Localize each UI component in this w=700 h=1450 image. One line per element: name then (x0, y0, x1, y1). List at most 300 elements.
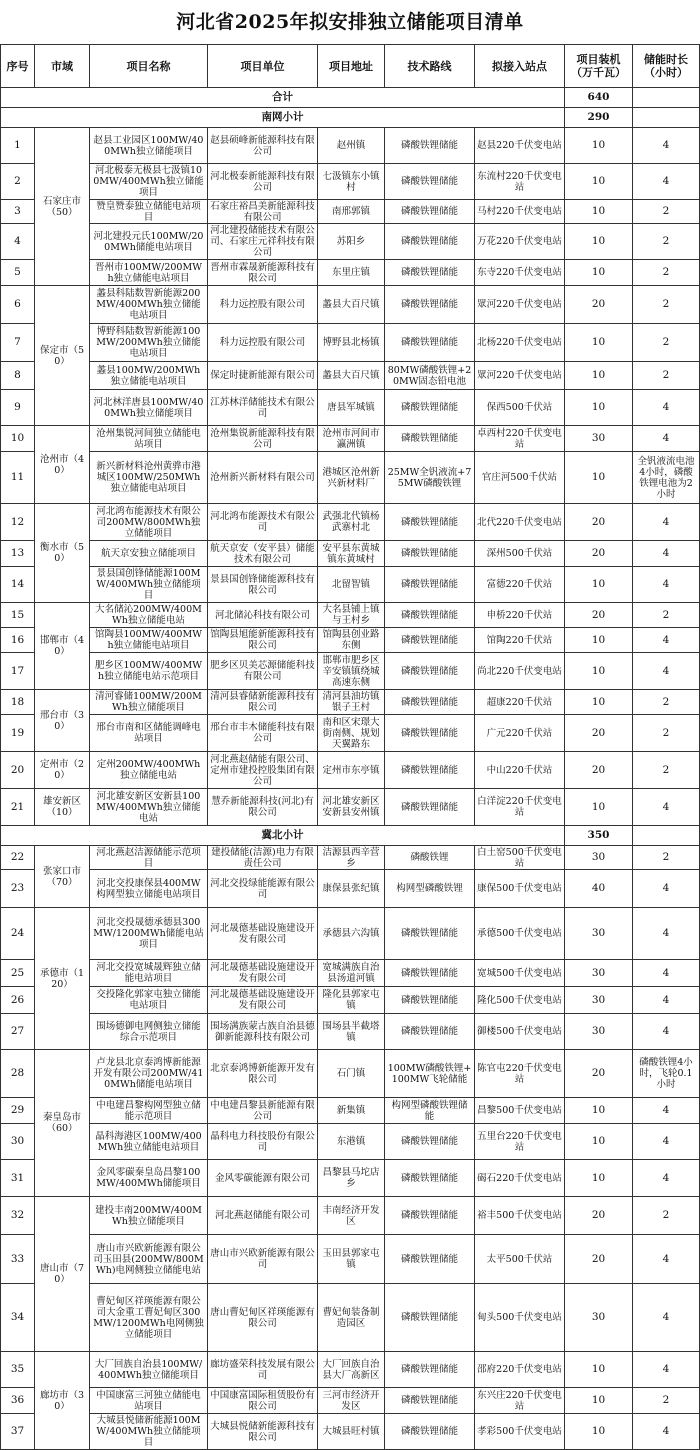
table-row (1, 628, 700, 653)
subtotal-row (1, 826, 700, 846)
duration-cell: 4 (633, 1160, 700, 1197)
seq-cell: 18 (1, 690, 35, 715)
table-row (1, 603, 700, 628)
seq-cell: 10 (1, 426, 35, 452)
seq-cell: 13 (1, 541, 35, 567)
table-row (1, 1352, 700, 1388)
duration-cell: 2 (633, 1197, 700, 1235)
table-row (1, 1284, 700, 1352)
unit-cell: 河北燕赵储能有限公司、定州市建投控股集团有限公司 (208, 752, 318, 789)
seq-cell: 30 (1, 1124, 35, 1160)
addr-cell: 洁源县西辛营乡 (318, 846, 385, 870)
addr-cell: 大城县旺村镇 (318, 1414, 385, 1450)
city-cell: 邯郸市（40） (35, 603, 90, 690)
unit-cell: 河北晟德基础设施建设开发有限公司 (208, 987, 318, 1014)
duration-cell: 2 (633, 846, 700, 870)
station-cell: 东兴庄220千伏变电站 (475, 1388, 565, 1414)
addr-cell: 丰南经济开发区 (318, 1197, 385, 1235)
header-station: 拟接入站点 (475, 45, 565, 88)
duration-cell: 4 (633, 653, 700, 690)
capacity-cell: 10 (565, 390, 633, 426)
seq-cell: 35 (1, 1352, 35, 1388)
station-cell: 眾河220千伏变电站 (475, 362, 565, 390)
addr-cell: 三河市经济开发区 (318, 1388, 385, 1414)
name-cell: 曹妃甸区祥瑛能源有限公司大金重工曹妃甸区300MW/1200MWh电网侧独立储能项目 (90, 1284, 208, 1352)
duration-cell: 2 (633, 224, 700, 260)
duration-cell: 2 (633, 1388, 700, 1414)
capacity-cell: 10 (565, 362, 633, 390)
subtotal-row (1, 108, 700, 128)
duration-cell: 4 (633, 1235, 700, 1284)
station-cell: 广元220千伏站 (475, 715, 565, 752)
station-cell: 康保500千伏变电站 (475, 870, 565, 908)
capacity-cell: 20 (565, 715, 633, 752)
name-cell: 博野科陆数智新能源100MW/200MWh独立储能电站项目 (90, 324, 208, 362)
capacity-cell: 10 (565, 628, 633, 653)
capacity-cell: 30 (565, 426, 633, 452)
addr-cell: 围场县半截塔镇 (318, 1014, 385, 1050)
header-tech: 技术路线 (385, 45, 475, 88)
tech-cell: 构网型磷酸铁锂储能 (385, 1098, 475, 1124)
seq-cell: 36 (1, 1388, 35, 1414)
duration-cell: 4 (633, 987, 700, 1014)
capacity-cell: 10 (565, 653, 633, 690)
station-cell: 马村220千伏变电站 (475, 200, 565, 224)
name-cell: 晶科海港区100MW/400MWh独立储能电站项目 (90, 1124, 208, 1160)
unit-cell: 河北极泰新能源科技有限公司 (208, 164, 318, 200)
capacity-cell: 20 (565, 541, 633, 567)
capacity-cell: 30 (565, 1284, 633, 1352)
city-cell: 廊坊市（30） (35, 1352, 90, 1450)
name-cell: 交投隆化郭家屯独立储能电站项目 (90, 987, 208, 1014)
tech-cell: 磷酸铁锂储能 (385, 1352, 475, 1388)
capacity-cell: 10 (565, 1160, 633, 1197)
station-cell: 隆化500千伏变电站 (475, 987, 565, 1014)
name-cell: 晋州市100MW/200MWh独立储能电站项目 (90, 260, 208, 286)
addr-cell: 沧州市河间市瀛洲镇 (318, 426, 385, 452)
subtotal-label: 南网小计 (1, 108, 565, 128)
subtotal-value: 350 (565, 826, 633, 846)
tech-cell: 磷酸铁锂储能 (385, 541, 475, 567)
name-cell: 大城县悦储新能源100MW/400MWh独立储能项目 (90, 1414, 208, 1450)
capacity-cell: 40 (565, 870, 633, 908)
duration-cell: 2 (633, 690, 700, 715)
tech-cell: 磷酸铁锂储能 (385, 1124, 475, 1160)
seq-cell: 17 (1, 653, 35, 690)
seq-cell: 21 (1, 789, 35, 826)
duration-cell: 磷酸铁锂4小时，飞轮0.1小时 (633, 1050, 700, 1098)
unit-cell: 慧乔新能源科技(河北)有限公司 (208, 789, 318, 826)
name-cell: 馆陶县100MW/400MWh独立储能电站项目 (90, 628, 208, 653)
unit-cell: 科力远控股有限公司 (208, 324, 318, 362)
seq-cell: 11 (1, 452, 35, 504)
table-row (1, 1388, 700, 1414)
unit-cell: 沧州新兴新材料有限公司 (208, 452, 318, 504)
name-cell: 唐山市兴欧新能源有限公司玉田县(200MW/800MWh)电网侧独立储能电站 (90, 1235, 208, 1284)
name-cell: 卢龙县北京泰鸿博新能源开发有限公司200MW/410MWh储能电站项目 (90, 1050, 208, 1098)
header-seq: 序号 (1, 45, 35, 88)
capacity-cell: 20 (565, 1235, 633, 1284)
addr-cell: 赵州镇 (318, 128, 385, 164)
city-cell: 定州市（20） (35, 752, 90, 789)
duration-cell: 4 (633, 567, 700, 603)
seq-cell: 8 (1, 362, 35, 390)
table-row (1, 870, 700, 908)
tech-cell: 磷酸铁锂储能 (385, 200, 475, 224)
tech-cell: 磷酸铁锂储能 (385, 128, 475, 164)
unit-cell: 邢台市丰木储能科技有限公司 (208, 715, 318, 752)
addr-cell: 东港镇 (318, 1124, 385, 1160)
station-cell: 甸头500千伏变电站 (475, 1284, 565, 1352)
city-cell: 秦皇岛市（60） (35, 1050, 90, 1197)
seq-cell: 26 (1, 987, 35, 1014)
seq-cell: 19 (1, 715, 35, 752)
name-cell: 河北燕赵洁源储能示范项目 (90, 846, 208, 870)
table-row (1, 286, 700, 324)
table-row (1, 390, 700, 426)
duration-cell: 4 (633, 426, 700, 452)
table-row (1, 960, 700, 987)
capacity-cell: 20 (565, 752, 633, 789)
table-row (1, 200, 700, 224)
station-cell: 昌黎500千伏变电站 (475, 1098, 565, 1124)
total-value: 640 (565, 88, 633, 108)
duration-cell: 全钒液流电池4小时，磷酸铁锂电池为2小时 (633, 452, 700, 504)
name-cell: 沧州集锐河间独立储能电站项目 (90, 426, 208, 452)
duration-cell: 4 (633, 1014, 700, 1050)
addr-cell: 曹妃甸装备制造园区 (318, 1284, 385, 1352)
station-cell: 卓西村220千伏变电站 (475, 426, 565, 452)
station-cell: 北杨220千伏变电站 (475, 324, 565, 362)
seq-cell: 27 (1, 1014, 35, 1050)
header-duration: 储能时长（小时） (633, 45, 700, 88)
seq-cell: 16 (1, 628, 35, 653)
capacity-cell: 10 (565, 690, 633, 715)
city-cell: 保定市（50） (35, 286, 90, 426)
table-row (1, 260, 700, 286)
station-cell: 邵府220千伏变电站 (475, 1352, 565, 1388)
unit-cell: 河北建投储能技术有限公司、石家庄元祥科技有限公司 (208, 224, 318, 260)
seq-cell: 34 (1, 1284, 35, 1352)
tech-cell: 磷酸铁锂储能 (385, 752, 475, 789)
duration-cell: 4 (633, 1124, 700, 1160)
table-row (1, 1160, 700, 1197)
name-cell: 定州200MW/400MWh独立储能电站 (90, 752, 208, 789)
city-cell: 唐山市（70） (35, 1197, 90, 1352)
city-cell: 张家口市（70） (35, 846, 90, 908)
unit-cell: 河北交投绿能能源有限公司 (208, 870, 318, 908)
station-cell: 眾河220千伏变电站 (475, 286, 565, 324)
duration-cell: 4 (633, 1352, 700, 1388)
station-cell: 太平500千伏站 (475, 1235, 565, 1284)
capacity-cell: 10 (565, 1124, 633, 1160)
city-cell: 邢台市（30） (35, 690, 90, 752)
table-row (1, 1124, 700, 1160)
table-row (1, 567, 700, 603)
table-row (1, 752, 700, 789)
duration-cell: 2 (633, 362, 700, 390)
city-cell: 承德市（120） (35, 908, 90, 1050)
city-cell: 石家庄市（50） (35, 128, 90, 286)
duration-cell: 2 (633, 715, 700, 752)
table-row (1, 1014, 700, 1050)
capacity-cell: 20 (565, 286, 633, 324)
header-unit: 项目单位 (208, 45, 318, 88)
seq-cell: 20 (1, 752, 35, 789)
addr-cell: 隆化县郭家屯镇 (318, 987, 385, 1014)
addr-cell: 玉田县郭家屯镇 (318, 1235, 385, 1284)
capacity-cell: 30 (565, 908, 633, 960)
duration-cell: 2 (633, 603, 700, 628)
addr-cell: 南邢郭镇 (318, 200, 385, 224)
station-cell: 御楼500千伏变电站 (475, 1014, 565, 1050)
tech-cell: 磷酸铁锂储能 (385, 960, 475, 987)
name-cell: 河北雄安新区安新县100MW/400MWh独立储能电站 (90, 789, 208, 826)
tech-cell: 100MW磷酸铁锂+100MW飞轮储能 (385, 1050, 475, 1098)
tech-cell: 磷酸铁锂储能 (385, 164, 475, 200)
station-cell: 深州500千伏站 (475, 541, 565, 567)
name-cell: 建投丰南200MW/400MWh独立储能项目 (90, 1197, 208, 1235)
capacity-cell: 10 (565, 1414, 633, 1450)
subtotal-label: 冀北小计 (1, 826, 565, 846)
station-cell: 中山220千伏站 (475, 752, 565, 789)
capacity-cell: 10 (565, 789, 633, 826)
capacity-cell: 10 (565, 1098, 633, 1124)
addr-cell: 蠡县大百尺镇 (318, 362, 385, 390)
table-row (1, 1050, 700, 1098)
tech-cell: 磷酸铁锂储能 (385, 567, 475, 603)
seq-cell: 32 (1, 1197, 35, 1235)
seq-cell: 2 (1, 164, 35, 200)
name-cell: 河北交投宽城晟辉独立储能电站项目 (90, 960, 208, 987)
station-cell: 保西500千伏站 (475, 390, 565, 426)
page-title: 河北省2025年拟安排独立储能项目清单 (176, 11, 524, 33)
table-row (1, 452, 700, 504)
addr-cell: 蠡县大百尺镇 (318, 286, 385, 324)
station-cell: 超康220千伏站 (475, 690, 565, 715)
duration-cell: 4 (633, 1098, 700, 1124)
table-row (1, 541, 700, 567)
capacity-cell: 30 (565, 1014, 633, 1050)
addr-cell: 承德县六沟镇 (318, 908, 385, 960)
duration-cell: 2 (633, 324, 700, 362)
seq-cell: 9 (1, 390, 35, 426)
station-cell: 宽城500千伏变电站 (475, 960, 565, 987)
duration-cell: 4 (633, 908, 700, 960)
total-row (1, 88, 700, 108)
seq-cell: 23 (1, 870, 35, 908)
duration-cell: 4 (633, 1414, 700, 1450)
tech-cell: 磷酸铁锂储能 (385, 1160, 475, 1197)
addr-cell: 七汲镇东小镇村 (318, 164, 385, 200)
name-cell: 邢台市南和区储能调峰电站项目 (90, 715, 208, 752)
station-cell: 白土窑500千伏变电站 (475, 846, 565, 870)
city-cell: 沧州市（40） (35, 426, 90, 504)
seq-cell: 15 (1, 603, 35, 628)
capacity-cell: 10 (565, 1388, 633, 1414)
tech-cell: 磷酸铁锂储能 (385, 1014, 475, 1050)
subtotal-value: 290 (565, 108, 633, 128)
table-row (1, 504, 700, 541)
seq-cell: 1 (1, 128, 35, 164)
duration-cell: 4 (633, 628, 700, 653)
capacity-cell: 20 (565, 603, 633, 628)
name-cell: 赵县工业园区100MW/400MWh独立储能项目 (90, 128, 208, 164)
capacity-cell: 10 (565, 567, 633, 603)
name-cell: 中国康富三河独立储能电站项目 (90, 1388, 208, 1414)
header-name: 项目名称 (90, 45, 208, 88)
station-cell: 裕丰500千伏变电站 (475, 1197, 565, 1235)
capacity-cell: 10 (565, 224, 633, 260)
seq-cell: 37 (1, 1414, 35, 1450)
unit-cell: 廊坊盛荣科技发展有限公司 (208, 1352, 318, 1388)
name-cell: 大厂回族自治县100MW/400MWh独立储能项目 (90, 1352, 208, 1388)
duration-cell: 2 (633, 752, 700, 789)
unit-cell: 河北燕赵储能有限公司 (208, 1197, 318, 1235)
unit-cell: 肥乡区贝美芯源储能科技有限公司 (208, 653, 318, 690)
name-cell: 清河睿储100MW/200MWh独立储能项目 (90, 690, 208, 715)
name-cell: 大名储沁200MW/400MWh独立储能电站 (90, 603, 208, 628)
station-cell: 碣石220千伏变电站 (475, 1160, 565, 1197)
addr-cell: 清河县油坊镇银子王村 (318, 690, 385, 715)
seq-cell: 31 (1, 1160, 35, 1197)
name-cell: 航天京安独立储能项目 (90, 541, 208, 567)
unit-cell: 保定时捷新能源有限公司 (208, 362, 318, 390)
duration-cell: 4 (633, 1284, 700, 1352)
table-row (1, 1098, 700, 1124)
tech-cell: 磷酸铁锂储能 (385, 1284, 475, 1352)
duration-cell: 4 (633, 164, 700, 200)
station-cell: 陈官屯220千伏变电站 (475, 1050, 565, 1098)
addr-cell: 康保县张纪镇 (318, 870, 385, 908)
station-cell: 承德500千伏变电站 (475, 908, 565, 960)
station-cell: 赵县220千伏变电站 (475, 128, 565, 164)
unit-cell: 河北晟德基础设施建设开发有限公司 (208, 908, 318, 960)
addr-cell: 定州市东亭镇 (318, 752, 385, 789)
addr-cell: 武强北代镇杨武寨村北 (318, 504, 385, 541)
tech-cell: 磷酸铁锂 (385, 846, 475, 870)
capacity-cell: 10 (565, 128, 633, 164)
seq-cell: 22 (1, 846, 35, 870)
unit-cell: 建投储能(洁源)电力有限责任公司 (208, 846, 318, 870)
seq-cell: 33 (1, 1235, 35, 1284)
duration-cell: 4 (633, 960, 700, 987)
tech-cell: 磷酸铁锂储能 (385, 1388, 475, 1414)
addr-cell: 新集镇 (318, 1098, 385, 1124)
addr-cell: 苏阳乡 (318, 224, 385, 260)
tech-cell: 磷酸铁锂储能 (385, 987, 475, 1014)
unit-cell: 石家庄裕昌美新能源科技有限公司 (208, 200, 318, 224)
unit-cell: 河北鸿布能源技术有限公司 (208, 504, 318, 541)
duration-cell: 4 (633, 789, 700, 826)
tech-cell: 磷酸铁锂储能 (385, 260, 475, 286)
station-cell: 东寺220千伏变电站 (475, 260, 565, 286)
addr-cell: 河北雄安新区安新县安州镇 (318, 789, 385, 826)
addr-cell: 邯郸市肥乡区辛安镇镇绕城高速东侧 (318, 653, 385, 690)
capacity-cell: 10 (565, 324, 633, 362)
seq-cell: 12 (1, 504, 35, 541)
table-row (1, 128, 700, 164)
table-row (1, 224, 700, 260)
addr-cell: 博野县北杨镇 (318, 324, 385, 362)
unit-cell: 大城县悦储新能源科技有限公司 (208, 1414, 318, 1450)
tech-cell: 构网型磷酸铁锂 (385, 870, 475, 908)
addr-cell: 大厂回族自治县大厂高新区 (318, 1352, 385, 1388)
unit-cell: 唐山市兴欧新能源有限公司 (208, 1235, 318, 1284)
name-cell: 肥乡区100MW/400MWh独立储能电站示范项目 (90, 653, 208, 690)
tech-cell: 25MW全钒液流+75MW磷酸铁锂 (385, 452, 475, 504)
station-cell: 官庄河500千伏站 (475, 452, 565, 504)
unit-cell: 科力远控股有限公司 (208, 286, 318, 324)
tech-cell: 磷酸铁锂储能 (385, 1414, 475, 1450)
name-cell: 金风零碳秦皇岛昌黎100MW/400MWh储能项目 (90, 1160, 208, 1197)
duration-cell: 4 (633, 541, 700, 567)
table-row (1, 324, 700, 362)
header-capacity: 项目装机（万千瓦） (565, 45, 633, 88)
table-row (1, 653, 700, 690)
tech-cell: 磷酸铁锂储能 (385, 789, 475, 826)
addr-cell: 港城区沧州新兴新材料厂 (318, 452, 385, 504)
tech-cell: 磷酸铁锂储能 (385, 224, 475, 260)
duration-cell: 4 (633, 504, 700, 541)
unit-cell: 馆陶县旭能新能源科技有限公司 (208, 628, 318, 653)
unit-cell: 航天京安（安平县）储能技术有限公司 (208, 541, 318, 567)
name-cell: 蠡县100MW/200MWh独立储能电站项目 (90, 362, 208, 390)
station-cell: 富德220千伏站 (475, 567, 565, 603)
header-row (1, 45, 700, 88)
addr-cell: 北留智镇 (318, 567, 385, 603)
unit-cell: 金风零碳能源有限公司 (208, 1160, 318, 1197)
station-cell: 申桥220千伏站 (475, 603, 565, 628)
duration-cell: 2 (633, 260, 700, 286)
tech-cell: 磷酸铁锂储能 (385, 653, 475, 690)
addr-cell: 大名县铺上镇与王村乡 (318, 603, 385, 628)
unit-cell: 沧州集锐新能源科技有限公司 (208, 426, 318, 452)
table-row (1, 908, 700, 960)
station-cell: 万花220千伏变电站 (475, 224, 565, 260)
unit-cell: 晋州市霖晟新能源科技有限公司 (208, 260, 318, 286)
total-label: 合计 (1, 88, 565, 108)
name-cell: 蠡县科陆数智新能源200MW/400MWh独立储能电站项目 (90, 286, 208, 324)
capacity-cell: 10 (565, 260, 633, 286)
table-row (1, 715, 700, 752)
station-cell: 馆陶220千伏站 (475, 628, 565, 653)
tech-cell: 磷酸铁锂储能 (385, 504, 475, 541)
table-row (1, 1235, 700, 1284)
name-cell: 河北林洋唐县100MW/400MWh独立储能项目 (90, 390, 208, 426)
unit-cell: 河北晟德基础设施建设开发有限公司 (208, 960, 318, 987)
unit-cell: 中电建昌黎县新能源有限公司 (208, 1098, 318, 1124)
tech-cell: 磷酸铁锂储能 (385, 324, 475, 362)
seq-cell: 29 (1, 1098, 35, 1124)
table-row (1, 846, 700, 870)
duration-cell: 4 (633, 128, 700, 164)
unit-cell: 晶科电力科技股份有限公司 (208, 1124, 318, 1160)
name-cell: 赞皇赞泰独立储能电站项目 (90, 200, 208, 224)
seq-cell: 4 (1, 224, 35, 260)
station-cell: 尚北220千伏变电站 (475, 653, 565, 690)
duration-cell: 4 (633, 390, 700, 426)
name-cell: 新兴新材料沧州黄骅市港城区100MW/250MWh独立储能电站项目 (90, 452, 208, 504)
seq-cell: 3 (1, 200, 35, 224)
tech-cell: 磷酸铁锂储能 (385, 715, 475, 752)
seq-cell: 5 (1, 260, 35, 286)
station-cell: 孝彩500千伏变电站 (475, 1414, 565, 1450)
capacity-cell: 30 (565, 846, 633, 870)
capacity-cell: 20 (565, 1197, 633, 1235)
name-cell: 河北交投康保县400MW构网型独立储能电站项目 (90, 870, 208, 908)
seq-cell: 28 (1, 1050, 35, 1098)
